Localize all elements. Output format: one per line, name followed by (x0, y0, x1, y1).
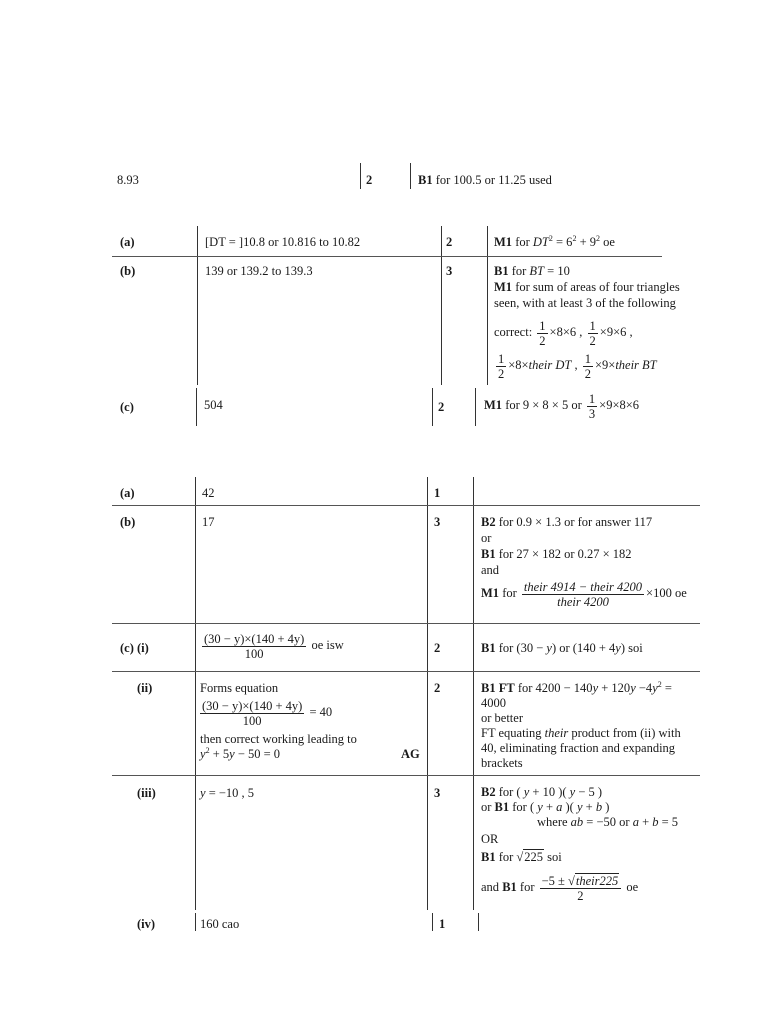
divider (195, 913, 196, 931)
divider (475, 388, 476, 426)
fraction (202, 632, 306, 661)
answer-line: $y^2 + 5y - 50 = 0$ (200, 746, 281, 761)
ag-label: AG (401, 747, 420, 761)
answer-cell: 504 (204, 398, 223, 412)
row-divider (112, 775, 700, 776)
answer-line (198, 695, 332, 729)
divider (195, 477, 196, 910)
notes-line: FT equating their product from (ii) with (481, 726, 681, 740)
notes-text: soi (544, 850, 562, 864)
divider (473, 477, 474, 910)
part-label: (b) (120, 515, 136, 529)
notes-line: $\frac{1}{2}$ ×8×their DT , $\frac{1}{2}$ ×9×their BT (498, 351, 657, 381)
fraction-half: $\frac{1}{2}$ (584, 351, 591, 381)
notes-text: oe (626, 880, 639, 894)
notes-line: OR (481, 832, 499, 846)
answer-tail: oe isw (311, 638, 344, 652)
divider (432, 388, 433, 426)
top-notes: B1 for 100.5 or 11.25 used (418, 173, 552, 187)
part-label: (iii) (137, 786, 156, 800)
row-divider (112, 623, 700, 624)
divider (441, 226, 442, 385)
fraction-numerator: −5 ± √their225 (540, 874, 622, 889)
mark-cell: 3 (434, 786, 441, 800)
part-label: (a) (120, 486, 135, 500)
fraction-half: $\frac{1}{2}$ (498, 351, 505, 381)
notes-line: 4000 (481, 696, 506, 710)
mark-cell: 2 (438, 400, 445, 414)
fraction-denominator: 100 (242, 713, 262, 728)
answer-cell: y = −10 , 5 (200, 786, 255, 800)
answer-cell: 160 cao (200, 917, 240, 931)
part-label: (a) (120, 235, 135, 249)
mark-cell: 2 (434, 681, 441, 695)
divider (427, 477, 428, 910)
answer-cell: 42 (202, 486, 215, 500)
mark-cell: 3 (446, 264, 453, 278)
answer-cell (200, 628, 344, 662)
answer-prefix: [DT = ] (205, 235, 244, 249)
part-label: (c) (i) (120, 641, 149, 655)
fraction-third: $\frac{1}{3}$ (588, 391, 596, 421)
fraction-denominator: 2 (577, 888, 584, 903)
notes-line: or B1 for ( y + a )( y + b ) (481, 800, 610, 814)
answer-value: 10.8 or 10.816 to 10.82 (243, 235, 361, 249)
fraction-half: $\frac{1}{2}$ (539, 318, 546, 348)
fraction (522, 580, 644, 609)
part-label: (c) (120, 400, 134, 414)
mark-cell: 2 (434, 641, 441, 655)
notes-line (494, 317, 633, 348)
notes-cell: M1 for $DT^2 = 6^2 + 9^2$ oe (494, 234, 615, 249)
notes-line: M1 for $\frac{\text{their 4914 − their 4200}}{\text{their 4200}}$ ×100 oe (481, 579, 687, 609)
top-mark: 2 (366, 173, 373, 187)
divider (360, 163, 361, 189)
divider (196, 388, 197, 426)
mark-cell: 3 (434, 515, 441, 529)
mark-cell: 1 (434, 486, 441, 500)
notes-cell: M1 for 9 × 8 × 5 or $\frac{1}{3}$ ×9×8×6 (484, 391, 640, 421)
fraction-denominator: 100 (244, 646, 264, 661)
notes-line: B2 for ( y + 10 )( y − 5 ) (481, 785, 603, 799)
notes-cell: B1 for (30 − y) or (140 + 4y) soi (481, 641, 643, 655)
notes-line: 40, eliminating fraction and expanding (481, 741, 676, 755)
notes-line: B1 for BT = 10 (494, 264, 570, 278)
answer-cell: 139 or 139.2 to 139.3 (205, 264, 313, 278)
row-divider (112, 256, 662, 257)
answer-line: Forms equation (200, 681, 279, 695)
notes-line: B1 FT for $4200 - 140y + 120y -4y^2$ = (481, 680, 672, 695)
fraction-numerator: (30 − y)×(140 + 4y) (202, 698, 303, 713)
row-divider (112, 671, 700, 672)
top-notes-text: for 100.5 or 11.25 used (432, 173, 552, 187)
part-label: (ii) (137, 681, 153, 695)
notes-line: B1 for 27 × 182 or 0.27 × 182 (481, 547, 632, 561)
part-label: (iv) (137, 917, 156, 931)
fraction-denominator: their 4200 (557, 594, 609, 609)
mark-cell: 2 (446, 235, 453, 249)
fraction-half: $\frac{1}{2}$ (589, 318, 596, 348)
fraction (200, 699, 304, 728)
notes-line: B2 for 0.9 × 1.3 or for answer 117 (481, 515, 653, 529)
notes-text: ×100 oe (646, 586, 687, 600)
fraction-numerator: (30 − y)×(140 + 4y) (204, 631, 305, 646)
notes-line: or better (481, 711, 523, 725)
divider (410, 163, 411, 189)
top-answer: 8.93 (117, 173, 139, 187)
notes-line: B1 for √225 soi (481, 850, 562, 864)
row-divider (112, 505, 700, 506)
fraction-numerator: their 4914 − their 4200 (523, 579, 643, 594)
notes-text: ×9×6 , (599, 325, 633, 339)
answer-eq: = 40 (309, 705, 333, 719)
mark-cell: 1 (439, 917, 446, 931)
divider (432, 913, 433, 931)
divider (197, 226, 198, 385)
part-label: (b) (120, 264, 136, 278)
notes-line: M1 for sum of areas of four triangles (494, 280, 680, 294)
notes-line: or (481, 531, 492, 545)
notes-line: and B1 for $\frac{\text{−5 ± √their225}}{2}$ oe (481, 873, 639, 903)
divider (487, 226, 488, 385)
notes-text: correct: (494, 325, 533, 339)
notes-line: where ab = −50 or a + b = 5 (537, 815, 679, 829)
sqrt-radicand: 225 (524, 850, 544, 864)
notes-text: ×8×6 , (549, 325, 583, 339)
answer-cell: 17 (202, 515, 215, 529)
answer-cell (205, 235, 360, 250)
answer-line: then correct working leading to (200, 732, 357, 746)
notes-line: brackets (481, 756, 523, 770)
fraction (540, 874, 622, 903)
notes-line: seen, with at least 3 of the following (494, 296, 676, 310)
notes-line: and (481, 563, 500, 577)
divider (478, 913, 479, 931)
